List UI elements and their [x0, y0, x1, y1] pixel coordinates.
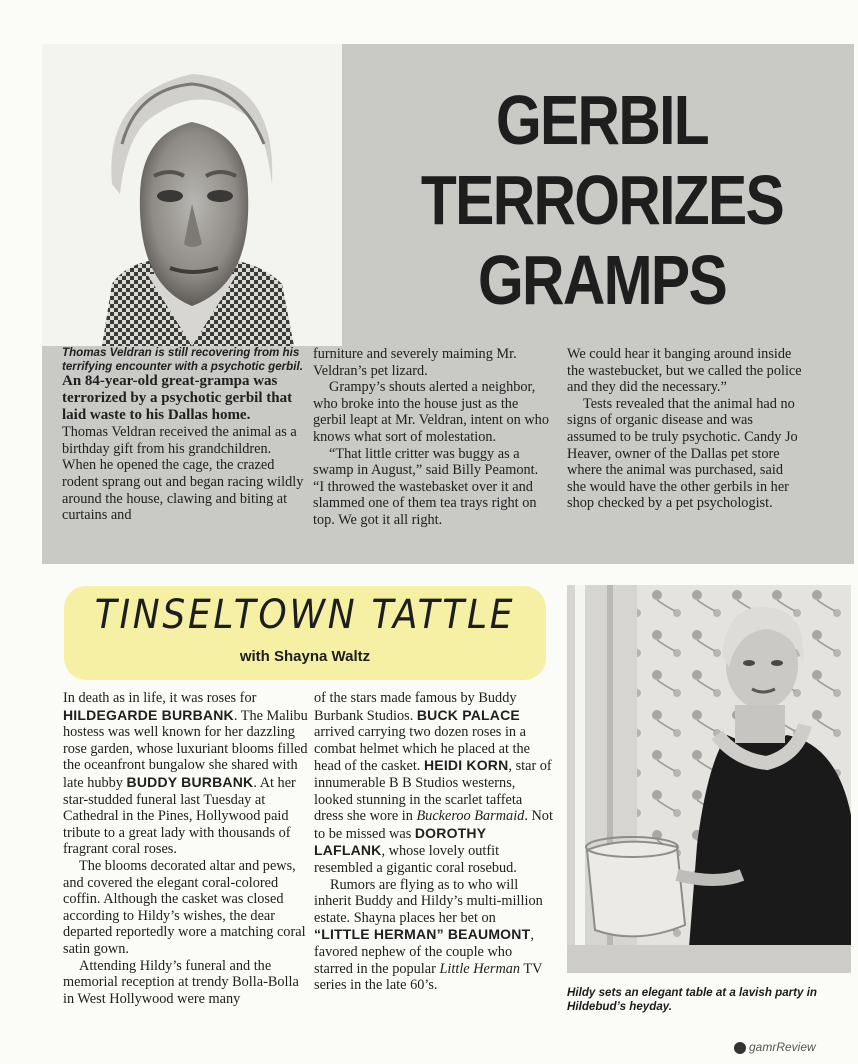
watermark: [734, 1040, 816, 1054]
article-column-2: [313, 346, 551, 529]
headline-line-1: GERBIL: [495, 81, 709, 159]
watermark-text: gamrReview: [749, 1040, 816, 1054]
tattle-banner: [64, 586, 546, 680]
article-column-3: [567, 346, 805, 512]
portrait-caption: Thomas Veldran is still recovering from his terrifying encounter with a psychotic gerbil.: [62, 346, 303, 373]
text-run: of the stars made famous by Buddy Burbank Studios.: [314, 690, 517, 724]
text-run: . The Malibu hostess was well known for her dazzling rose garden, whose luxuriant blooms filled the oceanfront bungalow she shared with late hubby: [63, 707, 308, 791]
celebrity-name: BUDDY BURBANK: [126, 773, 254, 790]
article-paragraph: Tests revealed that the animal had no signs of organic disease and was assumed to be truly psychotic. Candy Jo Heaver, owner of the Dallas pet store where the animal was purchased, said she would have the other gerbils in her shop checked by a pet psychologist.: [567, 395, 798, 512]
celebrity-name: BUCK PALACE: [416, 706, 520, 723]
article-paragraph: Thomas Veldran received the animal as a birthday gift from his grandchildren. When he opened the cage, the crazed rodent sprang out and began racing wildly around the house, clawing and biting at curtains and: [62, 424, 304, 524]
text-run: In death as in life, it was roses for: [63, 690, 257, 706]
tattle-paragraph: [314, 690, 554, 877]
film-title: Buckeroo Barmaid: [416, 808, 525, 825]
article-paragraph: We could hear it banging around inside the wastebucket, but we called the police and they did the necessary.”: [567, 346, 802, 396]
veldran-portrait-photo: [42, 44, 342, 346]
celebrity-name: HILDEGARDE BURBANK: [63, 706, 234, 723]
article-paragraph: furniture and severely maiming Mr. Veldran’s pet lizard.: [313, 346, 517, 379]
tattle-column-2: [314, 690, 554, 994]
tattle-column-1: [63, 690, 309, 1007]
watermark-logo-icon: [734, 1042, 746, 1054]
text-run: , favored nephew of the couple who starred in the popular: [314, 927, 534, 977]
article-paragraph: “That little critter was buggy as a swamp in August,” said Billy Peamont. “I throwed the wastebasket over it and slammed one of them tea trays right on top. We got it all right.: [313, 445, 539, 528]
article-headline: [392, 80, 812, 320]
text-run: arrived carrying two dozen roses in a combat helmet which he placed at the head of the casket.: [314, 724, 530, 775]
celebrity-name: HEIDI KORN: [423, 757, 509, 774]
headline-line-3: GRAMPS: [477, 241, 727, 319]
show-title: Little Herman: [439, 960, 521, 977]
text-run: . At her star-studded funeral last Tuesday at Cathedral in the Pines, Hollywood paid tribute to a great lady with thousands of fragrant coral roses.: [63, 774, 296, 858]
text-run: . Not to be missed was: [314, 808, 553, 842]
tattle-byline: with Shayna Waltz: [239, 648, 371, 665]
text-run: TV series in the late 60’s.: [314, 960, 543, 994]
tattle-paragraph: [63, 690, 309, 858]
headline-line-2: TERRORIZES: [420, 161, 784, 239]
tattle-paragraph: Attending Hildy’s funeral and the memorial reception at trendy Bolla-Bolla in West Hollywood were many: [63, 957, 299, 1007]
article-paragraph: Grampy’s shouts alerted a neighbor, who broke into the house just as the gerbil leapt at Mr. Veldran, intent on who knows what sort of molestation.: [313, 379, 549, 445]
celebrity-name: DOROTHY LAFLANK: [314, 824, 487, 859]
celebrity-name: “LITTLE HERMAN” BEAUMONT: [314, 926, 531, 943]
article-lede: An 84-year-old great-grampa was terrorized by a psychotic gerbil that laid waste to his Dallas home.: [62, 373, 293, 424]
tattle-title: TINSELTOWN TATTLE: [94, 592, 516, 638]
text-run: , whose lovely outfit resembled a gigantic coral rosebud.: [314, 843, 517, 876]
text-run: , star of innumerable B B Studios westerns, looked stunning in the scarlet taffeta dress she wore in: [314, 758, 552, 825]
party-photo-caption: Hildy sets an elegant table at a lavish party in Hildebud’s heyday.: [567, 986, 817, 1013]
text-run: Rumors are flying as to who will inherit Buddy and Hildy’s multi-million estate. Shayna places her bet on: [314, 876, 543, 926]
article-column-1: [62, 346, 308, 524]
tattle-paragraph: The blooms decorated altar and pews, and covered the elegant coral-colored coffin. Although the casket was closed according to Hildy’s wishes, the dear departed reportedly wore a matching coral satin gown.: [63, 857, 306, 957]
tattle-paragraph: [314, 877, 554, 994]
hildy-party-photo: [567, 585, 851, 973]
